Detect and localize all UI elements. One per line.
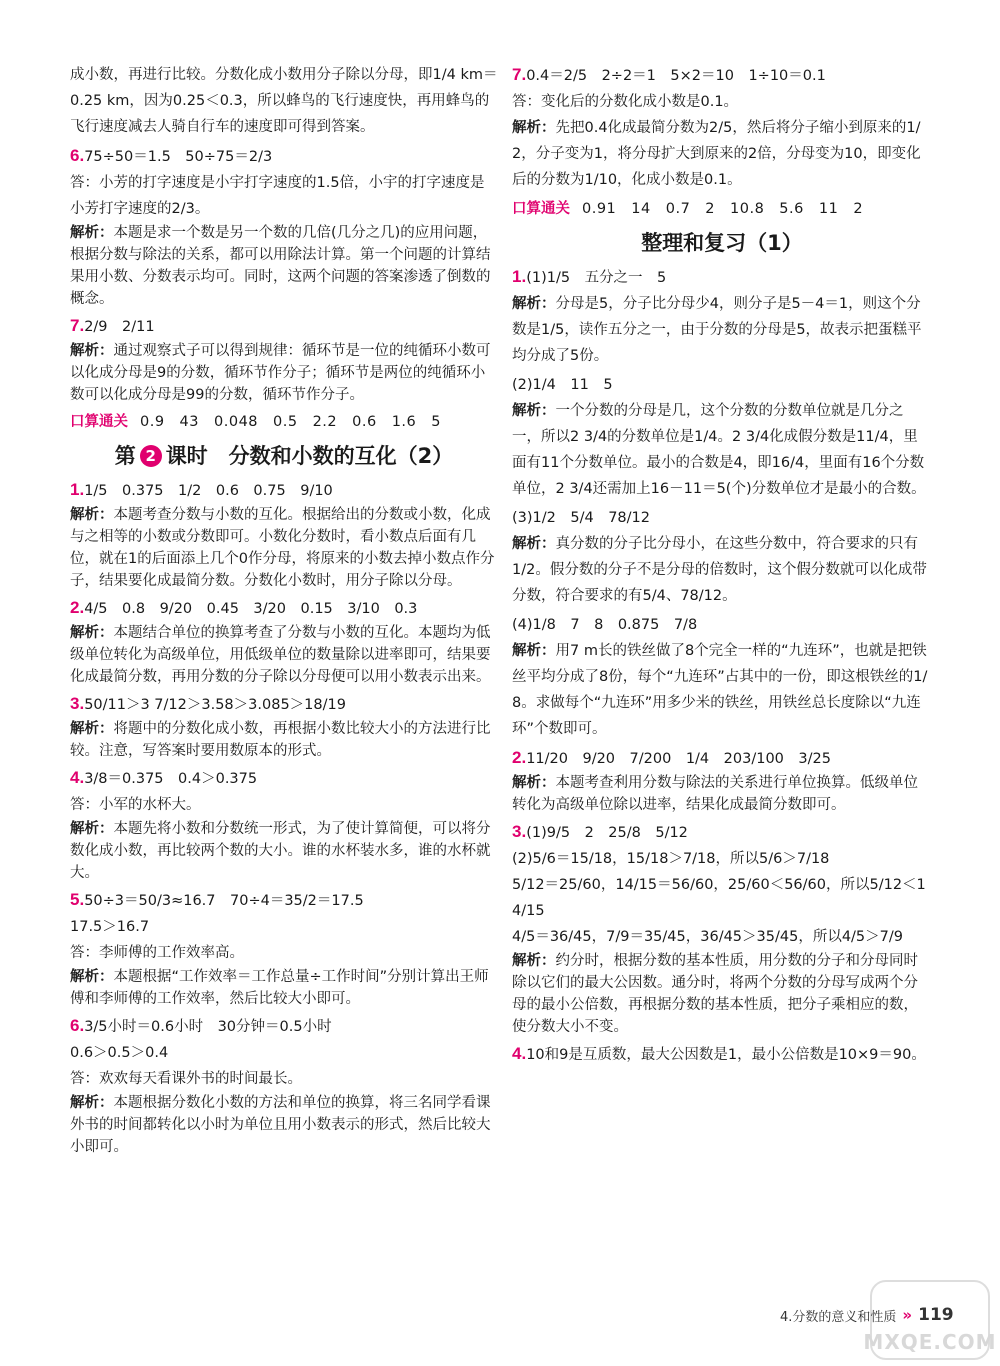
r12: [512, 612, 932, 638]
text: 将题中的分数化成小数，再根据小数比较大小的方法进行比较。注意，写答案时要用数原本的形式。: [70, 721, 491, 759]
answer: 3/5小时＝0.6小时 30分钟＝0.5小时: [84, 1019, 332, 1035]
r17: [512, 846, 932, 872]
text: 用7 m长的铁丝做了8个完全一样的“九连环”，也就是把铁丝平均分成了8份，每个“九连环”占其中的一份，即这根铁丝的1/8。求做每个“九连环”用多少米的铁丝，用铁丝总长度除以“九连环”个数即可。: [512, 643, 928, 737]
question-number: 4.: [70, 768, 85, 787]
answer: (2)1/4 11 5: [512, 377, 613, 393]
answer: 50/11＞3 7/12＞3.58＞3.085＞18/19: [84, 697, 346, 713]
l2: [70, 143, 498, 170]
answer: 4/5 0.8 9/20 0.45 3/20 0.15 3/10 0.3: [84, 601, 418, 617]
l4: [70, 222, 498, 310]
answer: 50÷3＝50/3≈16.7 70÷4＝35/2＝17.5: [84, 893, 364, 909]
r5: [512, 228, 932, 258]
analysis-label: 解析：: [512, 296, 556, 312]
r8: [512, 372, 932, 398]
text: 分母是5，分子比分母少4，则分子是5－4＝1，则这个分数是1/5，读作五分之一，由于分数的分母是5，故表示把蛋糕平均分成了5份。: [512, 296, 922, 364]
r16: [512, 819, 932, 846]
l12: [70, 622, 498, 688]
l19: [70, 914, 498, 940]
answer: 4/5＝36/45，7/9＝35/45，36/45＞35/45，所以4/5＞7/9: [512, 929, 903, 945]
left-column: [70, 62, 498, 1158]
l21: [70, 966, 498, 1010]
r6: [512, 264, 932, 291]
answer: 75÷50＝1.5 50÷75＝2/3: [84, 149, 273, 165]
r18: [512, 872, 932, 924]
l9: [70, 477, 498, 504]
question-number: 7.: [512, 65, 527, 84]
watermark-text: MXQE.COM: [863, 1330, 997, 1354]
answer: 10和9是互质数，最大公因数是1，最小公倍数是10×9＝90。: [526, 1047, 926, 1063]
text: 答：小芳的打字速度是小宇打字速度的1.5倍，小宇的打字速度是小芳打字速度的2/3。: [70, 175, 485, 217]
l7: [70, 409, 498, 435]
text: 答：欢欢每天看课外书的时间最长。: [70, 1071, 302, 1087]
r3: [512, 115, 932, 193]
l1: [70, 62, 498, 140]
analysis-label: 解析：: [512, 403, 556, 419]
text: 本题结合单位的换算考查了分数与小数的互化。本题均为低级单位转化为高级单位，用低级单位的数量除以进率即可，结果要化成最简分数，再用分数的分子除以分母便可以用小数表示出来。: [70, 625, 491, 685]
kousuan-values: 0.9 43 0.048 0.5 2.2 0.6 1.6 5: [140, 414, 441, 430]
analysis-label: 解析：: [512, 536, 556, 552]
question-number: 2.: [512, 748, 527, 767]
text: 一个分数的分母是几，这个分数的分数单位就是几分之一，所以2 3/4的分数单位是1/4。2 3/4化成假分数是11/4，里面有11个分数单位。最小的合数是4，即16/4，里面有16个分数单位，2 3/4还需加上16－11＝5(个)分数单位才是最小的合数。: [512, 403, 926, 497]
analysis-label: 解析：: [512, 775, 556, 791]
analysis-label: 解析：: [70, 507, 114, 523]
question-number: 2.: [70, 598, 85, 617]
l18: [70, 887, 498, 914]
text: 真分数的分子比分母小，在这些分数中，符合要求的只有1/2。假分数的分子不是分母的倍数时，这个假分数就可以化成带分数，符合要求的有5/4、78/12。: [512, 536, 927, 604]
analysis-label: 解析：: [512, 643, 556, 659]
r9: [512, 398, 932, 502]
text: 本题根据分数化小数的方法和单位的换算，将三名同学看课外书的时间都转化以小时为单位且用小数表示的形式，然后比较大小即可。: [70, 1095, 491, 1155]
section-title: 课时 分数和小数的互化（2）: [165, 444, 454, 468]
answer: 0.4＝2/5 2÷2＝1 5×2＝10 1÷10＝0.1: [526, 68, 826, 84]
text: 先把0.4化成最简分数为2/5，然后将分子缩小到原来的1/2，分子变为1，将分母扩大到原来的2倍，分母变为10，即变化后的分数为1/10，化成小数是0.1。: [512, 120, 921, 188]
text: 约分时，根据分数的基本性质，用分数的分子和分母同时除以它们的最大公因数。通分时，将两个分数的分母写成两个分母的最小公倍数，再根据分数的基本性质，把分子乘相应的数，使分数大小不变。: [512, 953, 918, 1035]
r19: [512, 924, 932, 950]
l15: [70, 765, 498, 792]
l14: [70, 718, 498, 762]
r7: [512, 291, 932, 369]
l25: [70, 1092, 498, 1158]
l11: [70, 595, 498, 622]
lesson-badge: 2: [140, 445, 162, 467]
text: 答：小军的水杯大。: [70, 797, 201, 813]
r15: [512, 772, 932, 816]
watermark-logo: [863, 1280, 997, 1360]
l23: [70, 1040, 498, 1066]
r20: [512, 950, 932, 1038]
question-number: 4.: [512, 1044, 527, 1063]
answer: (4)1/8 7 8 0.875 7/8: [512, 617, 698, 633]
l16: [70, 792, 498, 818]
text: 本题是求一个数是另一个数的几倍(几分之几)的应用问题，根据分数与除法的关系，都可以用除法计算。第一个问题的计算结果用小数、分数表示均可。同时，这两个问题的答案渗透了倒数的概念。: [70, 225, 491, 307]
text: 答：李师傅的工作效率高。: [70, 945, 244, 961]
question-number: 1.: [70, 480, 85, 499]
answer: (3)1/2 5/4 78/12: [512, 510, 650, 526]
analysis-label: 解析：: [70, 625, 114, 641]
text: 本题根据“工作效率＝工作总量÷工作时间”分别计算出王师傅和李师傅的工作效率，然后比较大小即可。: [70, 969, 489, 1007]
answer: 2/9 2/11: [84, 319, 155, 335]
l6: [70, 340, 498, 406]
answer: 5/12＝25/60，14/15＝56/60，25/60＜56/60，所以5/12＜14/15: [512, 877, 926, 919]
l8: [70, 441, 498, 471]
answer: 3/8＝0.375 0.4＞0.375: [84, 771, 258, 787]
question-number: 5.: [70, 890, 85, 909]
r21: [512, 1041, 932, 1068]
question-number: 6.: [70, 146, 85, 165]
answer: 1/5 0.375 1/2 0.6 0.75 9/10: [84, 483, 333, 499]
question-number: 6.: [70, 1016, 85, 1035]
analysis-label: 解析：: [70, 969, 114, 985]
double-chevron-right-icon: »: [902, 1306, 913, 1324]
question-number: 3.: [70, 694, 85, 713]
question-number: 3.: [512, 822, 527, 841]
analysis-label: 解析：: [70, 721, 114, 737]
text: 答：变化后的分数化成小数是0.1。: [512, 94, 739, 110]
analysis-label: 解析：: [512, 120, 556, 136]
kousuan-tag: 口算通关: [70, 414, 128, 430]
text: 0.6＞0.5＞0.4: [70, 1045, 169, 1061]
l22: [70, 1013, 498, 1040]
page-number: 119: [918, 1305, 954, 1325]
answer: (1)1/5 五分之一 5: [526, 270, 667, 286]
l3: [70, 170, 498, 222]
r2: [512, 89, 932, 115]
l10: [70, 504, 498, 592]
answer: 11/20 9/20 7/200 1/4 203/100 3/25: [526, 751, 831, 767]
r14: [512, 745, 932, 772]
text: 通过观察式子可以得到规律：循环节是一位的纯循环小数可以化成分母是9的分数，循环节作分子；循环节是两位的纯循环小数可以化成分母是99的分数，循环节作分子。: [70, 343, 491, 403]
answer: (2)5/6＝15/18，15/18＞7/18，所以5/6＞7/18: [512, 851, 830, 867]
text: 本题考查分数与小数的互化。根据给出的分数或小数，化成与之相等的小数或分数即可。小数化分数时，看小数点后面有几位，就在1的后面添上几个0作分母，将原来的小数去掉小数点作分子，结果要化成最简分数。分数化小数时，用分子除以分母。: [70, 507, 495, 589]
kousuan-tag: 口算通关: [512, 201, 570, 217]
r10: [512, 505, 932, 531]
analysis-label: 解析：: [512, 953, 556, 969]
chapter-title: 4.分数的意义和性质: [780, 1309, 897, 1325]
section-prefix: 第: [114, 444, 136, 468]
l17: [70, 818, 498, 884]
text: 本题考查利用分数与除法的关系进行单位换算。低级单位转化为高级单位除以进率，结果化成最简分数即可。: [512, 775, 918, 813]
r13: [512, 638, 932, 742]
text: 17.5＞16.7: [70, 919, 150, 935]
analysis-label: 解析：: [70, 225, 114, 241]
l13: [70, 691, 498, 718]
question-number: 7.: [70, 316, 85, 335]
r1: [512, 62, 932, 89]
text: 成小数，再进行比较。分数化成小数用分子除以分母，即1/4 km＝0.25 km，因为0.25＜0.3，所以蜂鸟的飞行速度快，再用蜂鸟的飞行速度减去人骑自行车的速度即可得到答案。: [70, 67, 498, 135]
right-column: [512, 62, 932, 1068]
analysis-label: 解析：: [70, 1095, 114, 1111]
analysis-label: 解析：: [70, 343, 114, 359]
section-title: 整理和复习（1）: [641, 231, 803, 255]
analysis-label: 解析：: [70, 821, 114, 837]
l24: [70, 1066, 498, 1092]
r11: [512, 531, 932, 609]
kousuan-values: 0.91 14 0.7 2 10.8 5.6 11 2: [582, 201, 864, 217]
l20: [70, 940, 498, 966]
l5: [70, 313, 498, 340]
question-number: 1.: [512, 267, 527, 286]
answer: (1)9/5 2 25/8 5/12: [526, 825, 688, 841]
r4: [512, 196, 932, 222]
text: 本题先将小数和分数统一形式，为了使计算简便，可以将分数化成小数，再比较两个数的大小。谁的水杯装水多，谁的水杯就大。: [70, 821, 491, 881]
